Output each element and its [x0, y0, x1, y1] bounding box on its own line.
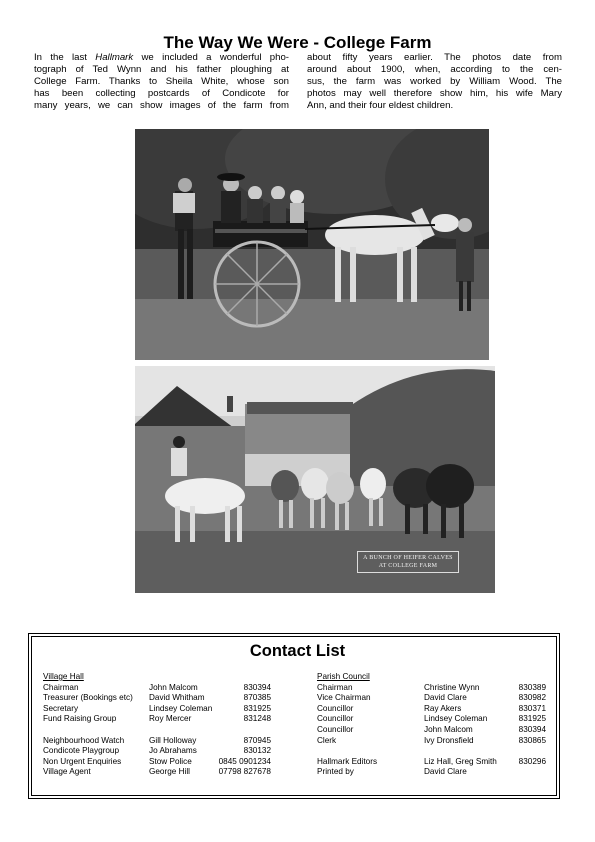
intro-right-line: around about 1900, when, according to the cen- — [307, 64, 562, 75]
intro-right-line: photos may well therefore show him, his wife Mary — [307, 88, 562, 99]
phone-number: 870945 — [243, 735, 271, 745]
section-heading-village-hall: Village Hall — [43, 672, 84, 681]
intro-left-line: tograph of Ted Wynn and his father ploughing at — [34, 64, 289, 75]
contact-name: David Whitham — [149, 693, 205, 703]
phone-number: 831925 — [243, 703, 271, 713]
phone-number — [510, 767, 546, 778]
phone-number: 0845 0901234 — [218, 756, 271, 766]
phone-number: 07798 827678 — [218, 767, 271, 777]
phone-number: 830982 — [518, 693, 546, 703]
pony-and-trap-image — [135, 129, 489, 360]
intro-right-line: sus, the farm was worked by William Wood. The — [307, 76, 562, 87]
contact-name: Ray Akers — [424, 703, 462, 713]
village-hall-roles — [43, 672, 149, 778]
role-label: Vice Chairman — [317, 693, 371, 703]
role-label: Fund Raising Group — [43, 714, 117, 724]
parish-council-names — [424, 672, 514, 778]
phone-number: 830371 — [518, 703, 546, 713]
role-label: Councillor — [317, 714, 354, 724]
contact-name: David Clare — [424, 767, 467, 777]
parish-council-phones — [510, 672, 546, 778]
text-run: we included a wonderful pho- — [133, 52, 289, 63]
intro-left-line: College Farm. Thanks to Sheila White, whose son — [34, 76, 289, 87]
role-label: Hallmark Editors — [317, 756, 378, 766]
contact-list-title: Contact List — [249, 642, 346, 660]
parish-council-roles — [317, 672, 421, 778]
contact-name: John Malcom — [424, 724, 473, 734]
contact-name: Ivy Dronsfield — [424, 735, 474, 745]
photo-pony-and-trap — [135, 129, 489, 360]
section-heading-parish-council: Parish Council — [317, 672, 370, 681]
intro-right-line: Ann, and their four eldest children. — [307, 100, 454, 111]
contact-name: Jo Abrahams — [149, 746, 197, 756]
role-label: Chairman — [317, 682, 353, 692]
intro-left-line — [34, 52, 289, 64]
intro-left-line: has been collecting postcards of Condicote for — [34, 88, 289, 99]
role-label: Treasurer (Bookings etc) — [43, 693, 133, 703]
contact-name: Lindsey Coleman — [424, 714, 488, 724]
contact-name: Christine Wynn — [424, 682, 480, 692]
role-label: Neighbourhood Watch — [43, 735, 125, 745]
text-run: In the last — [34, 52, 96, 63]
phone-number: 830394 — [518, 724, 546, 734]
contact-name: Roy Mercer — [149, 714, 192, 724]
contact-name: Gill Holloway — [149, 735, 197, 745]
role-label: Village Agent — [43, 767, 91, 777]
intro-left-column — [34, 52, 289, 112]
role-label: Chairman — [43, 682, 79, 692]
phone-number: 831248 — [243, 714, 271, 724]
contact-name: Liz Hall, Greg Smith — [424, 756, 497, 766]
article-title: The Way We Were - College Farm — [163, 33, 432, 52]
role-label: Non Urgent Enquiries — [43, 756, 122, 766]
phone-number: 830394 — [243, 682, 271, 692]
publication-name: Hallmark — [95, 52, 134, 63]
role-label: Clerk — [317, 735, 337, 745]
phone-number: 830132 — [243, 746, 271, 756]
role-label: Councillor — [317, 724, 354, 734]
phone-number: 830296 — [518, 756, 546, 766]
phone-number: 830865 — [518, 735, 546, 745]
village-hall-phones — [205, 672, 271, 778]
phone-number: 830389 — [518, 682, 546, 692]
caption-line: A BUNCH OF HEIFER CALVES — [363, 555, 453, 561]
role-label: Condicote Playgroup — [43, 746, 120, 756]
intro-right-line: about fifty years earlier. The photos date from — [307, 52, 562, 63]
photo-caption — [357, 551, 459, 573]
intro-left-line: many years, we can show images of the farm from — [34, 100, 289, 111]
role-label: Secretary — [43, 703, 79, 713]
role-label: Councillor — [317, 703, 354, 713]
role-label: Printed by — [317, 767, 354, 777]
contact-name: David Clare — [424, 693, 467, 703]
phone-number: 870385 — [243, 693, 271, 703]
contact-name: John Malcom — [149, 682, 198, 692]
caption-line: AT COLLEGE FARM — [378, 563, 438, 569]
phone-number: 831925 — [518, 714, 546, 724]
contact-name: Stow Police — [149, 756, 192, 766]
contact-name: Lindsey Coleman — [149, 703, 213, 713]
contact-name: George Hill — [149, 767, 190, 777]
intro-right-column — [307, 52, 562, 112]
